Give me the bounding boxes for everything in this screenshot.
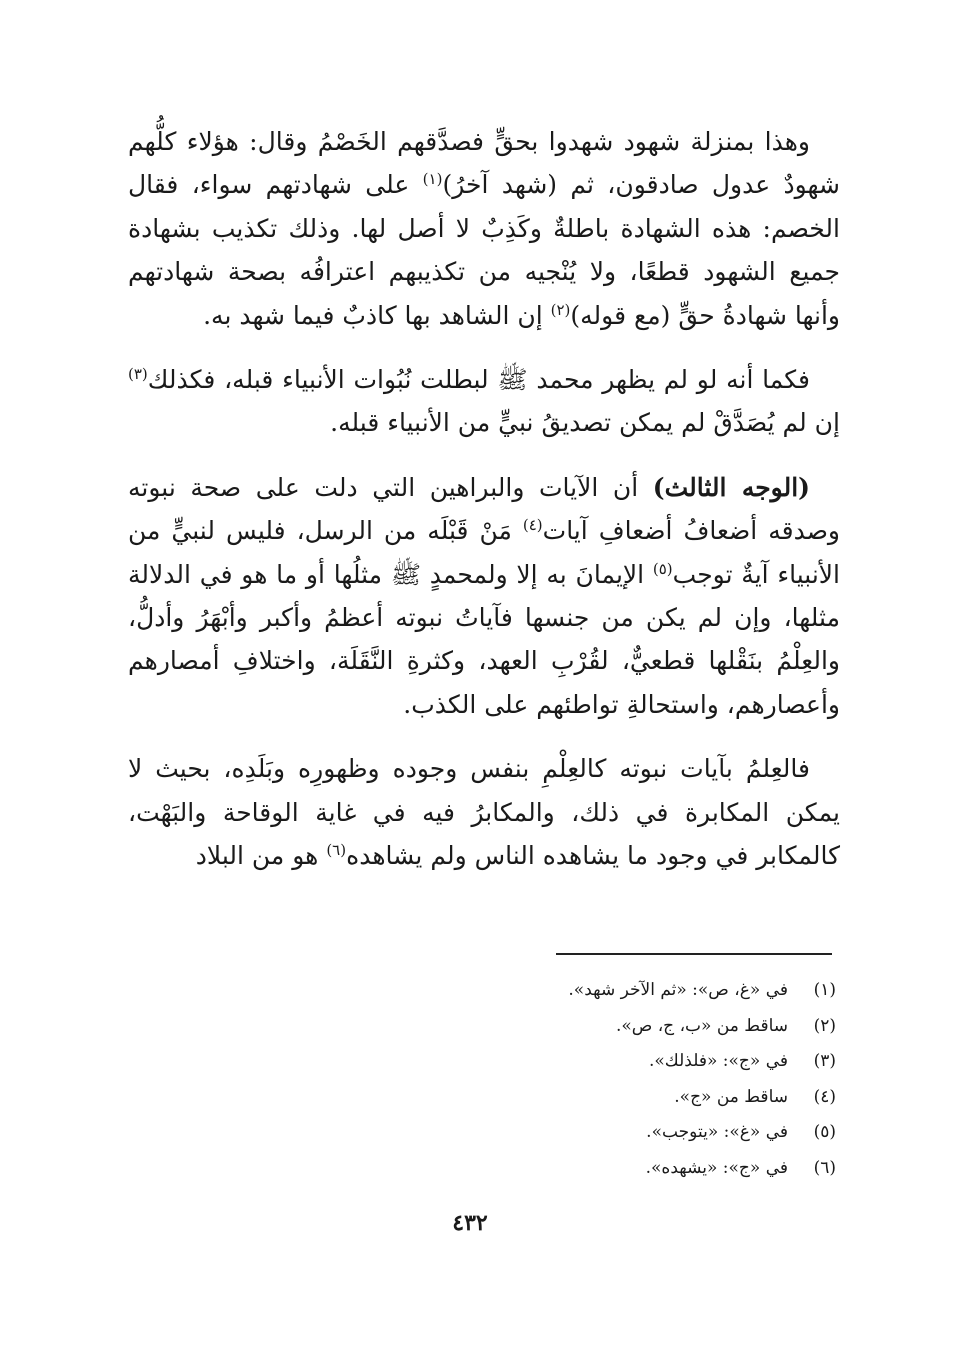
footnote-number: (٦) [813,1157,836,1178]
footnote-number: (١) [813,980,836,1000]
footnote-ref-5: (٥) [652,559,673,578]
paragraph-3 [128,466,840,726]
paragraph-3-text-2: مَنْ قَبْلَه من الرسل، فليس لنبيٍّ من الأنبياء آيةٌ توجب [128,516,840,589]
footnote-ref-4: (٤) [522,516,543,535]
footnote-text: في «غ، ص»: «ثم الآخر شهد». [568,980,788,1000]
paragraph-3-text-1: أن الآيات والبراهين التي دلت على صحة نبوته وصدقه أضعافُ أضعافِ آيات [128,472,840,546]
footnote-2 [336,1009,836,1045]
footnote-ref-6: (٦) [326,841,347,860]
footnote-text: في «ج»: «يشهده». [645,1157,788,1178]
footnote-text: في «غ»: «يتوجب». [646,1122,788,1143]
paragraph-1-text-3: إن الشاهد بها كاذبٌ فيما شهد به. [203,300,551,330]
paragraph-4-text-1: فالعِلمُ بآيات نبوته كالعِلْمِ بنفس وجوده وظهورِه وبَلَدِه، بحيث لا يمكن المكابرة في ذلك، والمكابرُ فيه في غاية الوقاحة والبَهْت، كالمكابر في وجود ما يشاهده الناس ولم يشاهده [128,754,840,871]
paragraph-4-text-2: هو من البلاد [195,841,327,871]
footnote-6 [336,1151,836,1187]
paragraph-2-text-2: إن لم يُصَدَّقْ لم يمكن تصديقُ نبيٍّ من الأنبياء قبله. [330,408,840,438]
footnote-number: (٢) [813,1015,836,1036]
paragraph-1 [128,120,840,337]
footnotes [336,973,836,1187]
paragraph-1-text-2: على شهادتهم سواء، فقال الخصم: هذه الشهادة باطلةٌ وكَذِبٌ لا أصل لها. وذلك تكذيب بشهادة جميع الشهود قطعًا، ولا يُنْجيه من تكذيبهم اعترافُه بصحة شهادتهم وأنها شهادةُ حقٍّ (مع قوله) [128,170,840,330]
footnote-text: في «ج»: «فلذلك». [649,1051,788,1072]
footnote-1 [336,973,836,1009]
paragraph-2-text-1: فكما أنه لو لم يظهر محمد ﷺ لبطلت نُبُوات الأنبياء قبله، فكذلك [147,365,810,395]
footnote-3 [336,1044,836,1080]
paragraph-2 [128,358,840,445]
page-number: ٤٣٢ [452,1210,488,1236]
paragraph-1-text-1: وهذا بمنزلة شهود شهدوا بحقٍّ فصدَّقهم الخَصْمُ وقال: هؤلاء كلُّهم شهودٌ عدول صادقون، ثم (شهد آخرُ) [128,127,840,200]
paragraph-3-text-3: الإيمانَ به إلا ولمحمدٍ ﷺ مثلُها أو ما هو في الدلالة مثلها، وإن لم يكن من جنسها فآياتُ نبوته أعظمُ وأكبر وأبْهَرُ وأدلُّ، والعِلْمُ بنَقْلها قطعيٌّ، لقُرْبِ العهد، وكثرةِ النَّقَلَة، واختلافِ أمصارهم وأعصارهم، واستحالةِ تواطئهم على الكذب. [128,559,840,719]
footnote-5 [336,1115,836,1151]
footnote-text: ساقط من «ب، ج، ص». [615,1015,788,1036]
footnote-number: (٥) [813,1122,836,1143]
footnote-ref-2: (٢) [550,300,571,319]
paragraph-4 [128,747,840,877]
footnote-4 [336,1080,836,1116]
main-text [128,120,840,878]
footnote-ref-1: (١) [422,170,443,189]
footnote-text: ساقط من «ج». [674,1086,788,1107]
footnote-number: (٤) [813,1086,836,1107]
footnote-separator [556,953,832,955]
section-heading-third-aspect: (الوجه الثالث) [652,472,810,502]
footnote-number: (٣) [813,1051,836,1072]
footnote-ref-3: (٣) [128,365,148,384]
